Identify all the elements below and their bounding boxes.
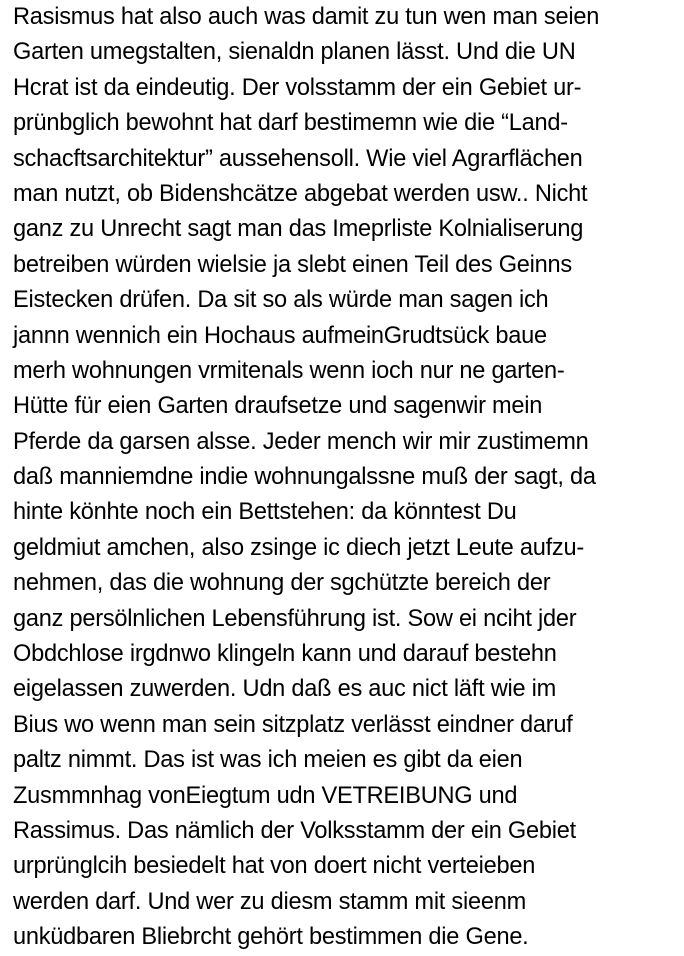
text-line-10: jannn wennich ein Hochaus aufmeinGrudtsück baue	[13, 322, 547, 349]
text-line-11: merh wohnungen vrmitenals wenn ioch nur ne garten-	[13, 357, 565, 384]
text-line-15: hinte könhte noch ein Bettstehen: da könntest Du	[13, 499, 517, 526]
text-line-3: Hcrat ist da eindeutig. Der volsstamm der ein Gebiet ur-	[13, 74, 582, 101]
text-line-6: man nutzt, ob Bidenshcätze abgebat werden usw.. Nicht	[13, 180, 588, 207]
text-line-26: werden darf. Und wer zu diesm stamm mit sieenm	[13, 888, 526, 915]
text-line-22: paltz nimmt. Das ist was ich meien es gibt da eien	[13, 747, 523, 774]
body-text	[13, 0, 681, 956]
text-line-5: schacftsarchitektur” aussehensoll. Wie viel Agrarflächen	[13, 145, 583, 172]
text-line-14: daß manniemdne indie wohnungalssne muß der sagt, da	[13, 464, 596, 491]
text-line-23: Zusmmnhag vonEiegtum udn VETREIBUNG und	[13, 782, 518, 809]
text-line-24: Rassimus. Das nämlich der Volksstamm der ein Gebiet	[13, 817, 576, 844]
text-line-16: geldmiut amchen, also zsinge ic diech jetzt Leute aufzu-	[13, 534, 584, 561]
text-line-9: Eistecken drüfen. Da sit so als würde man sagen ich	[13, 287, 549, 314]
text-line-2: Garten umegstalten, sienaldn planen lässt. Und die UN	[13, 39, 576, 66]
text-line-21: Bius wo wenn man sein sitzplatz verlässt eindner daruf	[13, 711, 573, 738]
text-line-1: Rasismus hat also auch was damit zu tun wen man seien	[13, 4, 600, 30]
text-line-19: Obdchlose irgdnwo klingeln kann und darauf bestehn	[13, 641, 557, 668]
text-line-27: unküdbaren Bliebrcht gehört bestimmen die Gene.	[13, 924, 529, 951]
text-line-13: Pferde da garsen alsse. Jeder mench wir mir zustimemn	[13, 428, 589, 455]
text-line-20: eigelassen zuwerden. Udn daß es auc nict läft wie im	[13, 676, 557, 703]
text-line-4: prünbglich bewohnt hat darf bestimemn wie die “Land-	[13, 110, 568, 137]
text-line-7: ganz zu Unrecht sagt man das Imeprliste Kolnialiserung	[13, 216, 584, 243]
text-line-25: urprünglcih besiedelt hat von doert nicht verteieben	[13, 853, 536, 880]
text-line-8: betreiben würden wielsie ja slebt einen Teil des Geinns	[13, 251, 572, 278]
text-line-18: ganz persölnlichen Lebensführung ist. Sow ei nciht jder	[13, 605, 577, 632]
text-line-17: nehmen, das die wohnung der sgchützte bereich der	[13, 570, 551, 597]
text-line-12: Hütte für eien Garten draufsetze und sagenwir mein	[13, 393, 543, 420]
